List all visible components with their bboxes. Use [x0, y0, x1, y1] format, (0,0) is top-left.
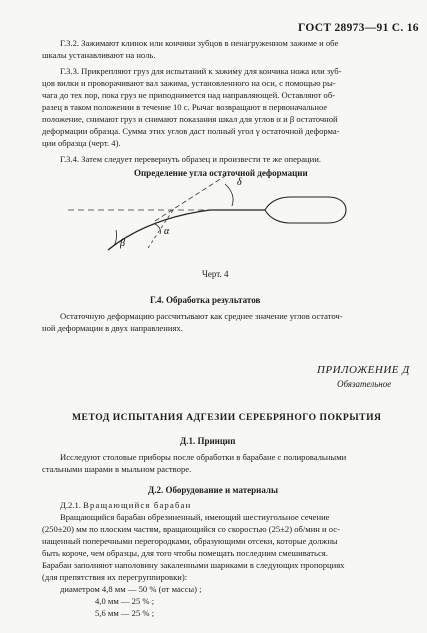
- deformed-blade-line: [108, 210, 265, 250]
- paragraph-g32-line: Г.3.2. Зажимают клинок или кончики зубцов в ненагруженном зажиме и обе: [60, 38, 339, 48]
- appendix-subtitle: Обязательное: [337, 379, 392, 389]
- paragraph-d21-line: (250±20) мм по плоским частям, вращающийся со скоростью (25±2) об/мин и ос-: [42, 524, 340, 534]
- paragraph-g34-line: Г.3.4. Затем следует перевернуть образец и произвести те же операции.: [60, 154, 321, 164]
- paragraph-g32-line: шкалы устанавливают на ноль.: [42, 50, 156, 60]
- method-title: МЕТОД ИСПЫТАНИЯ АДГЕЗИИ СЕРЕБРЯНОГО ПОКРЫТИЯ: [72, 412, 382, 423]
- paragraph-g33-line: ции образца (черт. 4).: [42, 138, 121, 148]
- paragraph-d21-line: быть короче, чем образцы, для того чтобы помещать последним смешиваться.: [42, 548, 328, 558]
- delta-arc: [225, 184, 233, 206]
- list-item-diameter: диаметром 4,8 мм — 50 % (от массы) ;: [60, 584, 202, 594]
- label-beta: β: [120, 238, 125, 249]
- paragraph-g33-line: разец в таком положении в течение 10 с. Рычаг возвращают в первоначальное: [42, 102, 328, 112]
- section-g4-title: Г.4. Обработка результатов: [150, 295, 261, 305]
- figure-title: Определение угла остаточной деформации: [134, 168, 308, 178]
- list-item-diameter: 4,0 мм — 25 % ;: [95, 596, 155, 606]
- label-delta: δ: [237, 177, 242, 188]
- figure-caption: Черт. 4: [202, 269, 229, 279]
- handle-outline: [265, 197, 346, 223]
- paragraph-g33-line: Г.3.3. Прикрепляют груз для испытаний к зажиму для кончика ножа или зуб-: [60, 66, 342, 76]
- list-item-diameter: 5,6 мм — 25 % ;: [95, 608, 155, 618]
- paragraph-d1-line: Исследуют столовые приборы после обработки в барабане с полировальными: [60, 452, 347, 462]
- appendix-title: ПРИЛОЖЕНИЕ Д: [317, 364, 410, 376]
- label-alpha: α: [164, 226, 170, 237]
- alpha-angle-line: [148, 210, 173, 248]
- paragraph-g33-line: чага до тех пор, пока груз не приподнимется над направляющей. Оставляют об-: [42, 90, 336, 100]
- paragraph-g33-line: цов вилки и проворачивают вал зажима, установленного на оси, с помощью ры-: [42, 78, 336, 88]
- paragraph-d1-line: стальными шарами в мыльном растворе.: [42, 464, 192, 474]
- page-header: ГОСТ 28973—91 С. 16: [298, 22, 419, 34]
- paragraph-g4-line: Остаточную деформацию рассчитывают как среднее значение углов остаточ-: [60, 311, 343, 321]
- paragraph-d21-line: (для препятствия их перегруппировки):: [42, 572, 188, 582]
- subsection-d21-heading: [60, 500, 191, 511]
- paragraph-d21-line: нащенный поперечными перегородками, образующими отсеки, которые должны: [42, 536, 338, 546]
- paragraph-g4-line: ной деформации в двух направлениях.: [42, 323, 183, 333]
- tangent-line: [155, 176, 225, 221]
- paragraph-g33-line: деформации образца. Сумма этих углов даст полный угол γ остаточной деформа-: [42, 126, 340, 136]
- subsection-d21-number: Д.2.1.: [60, 500, 81, 510]
- section-d2-title: Д.2. Оборудование и материалы: [148, 485, 278, 495]
- subsection-d21-title: Вращающийся барабан: [83, 500, 192, 510]
- figure-4-drawing: [60, 168, 360, 258]
- paragraph-g33-line: положение, снимают груз и снимают показания шкал для углов α и β остаточной: [42, 114, 338, 124]
- section-d1-title: Д.1. Принцип: [180, 436, 236, 446]
- paragraph-d21-line: Барабан заполняют наполовину закаленными шариками в следующих пропорциях: [42, 560, 345, 570]
- paragraph-d21-line: Вращающийся барабан обрезиненный, имеющий шестиугольное сечение: [60, 512, 330, 522]
